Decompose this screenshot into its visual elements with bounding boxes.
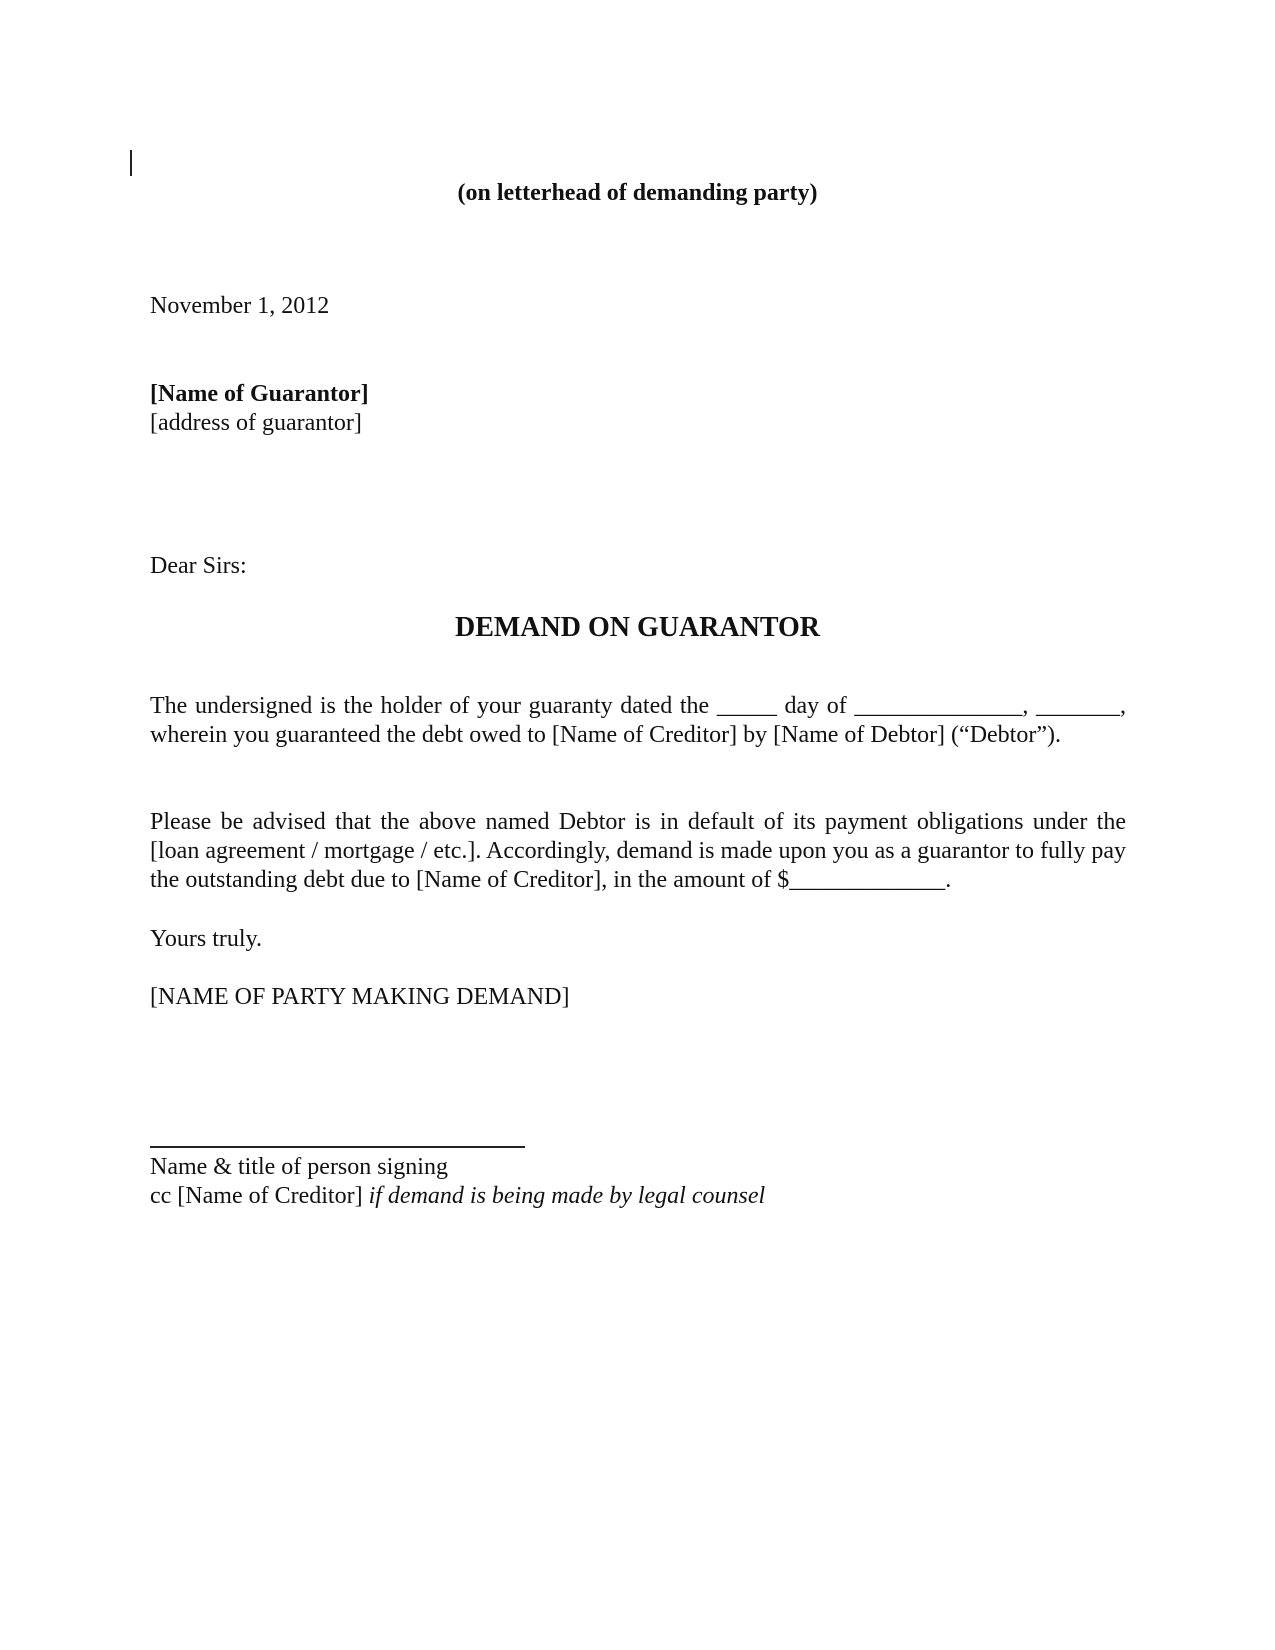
party-name: [NAME OF PARTY MAKING DEMAND] xyxy=(150,984,570,1010)
signature-block xyxy=(150,1153,1126,1211)
paragraph-guaranty: The undersigned is the holder of your guaranty dated the _____ day of ______________, _______, wherein you guaranteed the debt owed to [Name of Creditor] by [Name of Debtor] (“Debtor”). xyxy=(150,693,1126,748)
letter-date: November 1, 2012 xyxy=(150,293,330,319)
document-heading: DEMAND ON GUARANTOR xyxy=(454,612,821,643)
closing: Yours truly. xyxy=(150,926,263,952)
recipient-block xyxy=(150,380,1126,438)
salutation: Dear Sirs: xyxy=(150,553,247,579)
paragraph-demand: Please be advised that the above named Debtor is in default of its payment obligations under the [loan agreement / mortgage / etc.]. Accordingly, demand is made upon you as a guarantor to fully pay the outstanding debt due to [Name of Creditor], in the amount of $_____________. xyxy=(150,809,1126,893)
signature-label: Name & title of person signing xyxy=(150,1154,448,1180)
guarantor-name: [Name of Guarantor] xyxy=(150,381,369,407)
signature-line xyxy=(150,1146,525,1148)
cc-note: if demand is being made by legal counsel xyxy=(368,1183,766,1209)
guarantor-address: [address of guarantor] xyxy=(150,410,362,436)
text-cursor xyxy=(130,150,132,176)
cc-prefix: cc [Name of Creditor] xyxy=(150,1183,369,1209)
cc-line xyxy=(150,1182,1126,1211)
letterhead-note: (on letterhead of demanding party) xyxy=(457,180,818,206)
